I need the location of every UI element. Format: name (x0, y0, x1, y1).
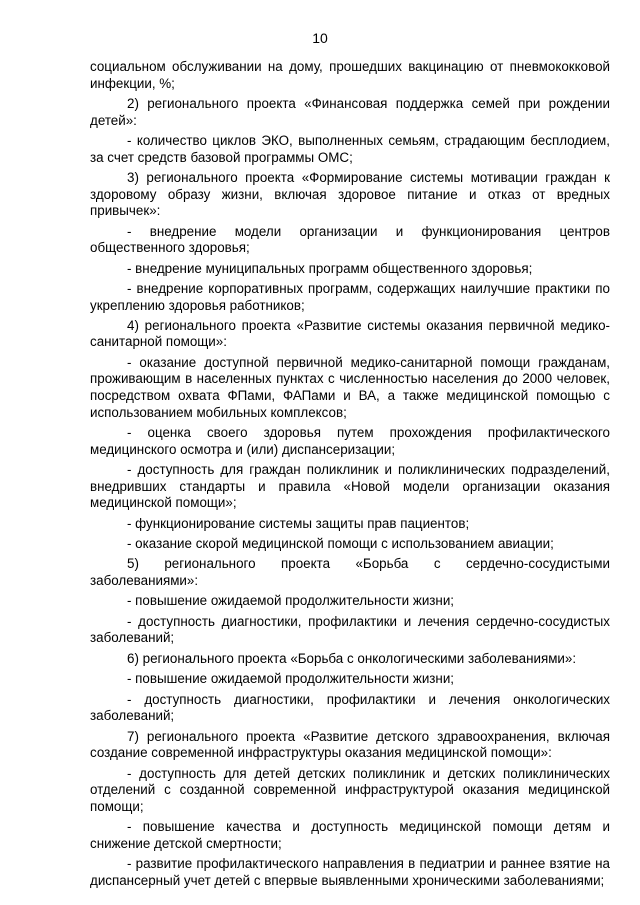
paragraph-project-3: 3) регионального проекта «Формирование системы мотивации граждан к здоровому образу жизни, включая здоровое питание и отказ от вредных привычек»: (90, 169, 610, 219)
paragraph-continuation: социальном обслуживании на дому, прошедших вакцинацию от пневмококковой инфекции, %; (90, 59, 610, 91)
list-item: - доступность диагностики, профилактики и лечения онкологических заболеваний; (90, 691, 610, 724)
list-item: - развитие профилактического направления в педиатрии и раннее взятие на диспансерный учет детей с впервые выявленными хроническими заболеваниями; (90, 856, 610, 888)
paragraph-project-2: 2) регионального проекта «Финансовая поддержка семей при рождении детей»: (90, 95, 610, 128)
paragraph-project-6: 6) регионального проекта «Борьба с онкологическими заболеваниями»: (127, 650, 577, 666)
paragraph-project-5: 5) регионального проекта «Борьба с сердечно-сосудистыми заболеваниями»: (90, 556, 610, 588)
list-item: - повышение ожидаемой продолжительности жизни; (127, 671, 455, 687)
list-item: - оказание доступной первичной медико-санитарной помощи гражданам, проживающим в населенных пунктах с численностью населения до 2000 человек, посредством охвата ФПами, ФАПами и ВА, а также медицинской помощью с использованием мобильных комплексов; (90, 354, 610, 420)
document-body (90, 59, 610, 893)
list-item: - доступность диагностики, профилактики и лечения сердечно-сосудистых заболеваний; (90, 613, 610, 646)
list-item: - оказание скорой медицинской помощи с использованием авиации; (127, 536, 554, 551)
list-item: - внедрение муниципальных программ общественного здоровья; (127, 260, 533, 276)
paragraph-project-4: 4) регионального проекта «Развитие системы оказания первичной медико-санитарной помощи»: (90, 317, 610, 350)
paragraph-project-7: 7) регионального проекта «Развитие детского здравоохранения, включая создание современной инфраструктуры оказания медицинской помощи»: (90, 728, 610, 761)
list-item: - оценка своего здоровья путем прохождения профилактического медицинского осмотра и (или) диспансеризации; (90, 425, 610, 457)
list-item: - повышение качества и доступность медицинской помощи детям и снижение детской смертности; (90, 819, 610, 851)
list-item: - повышение ожидаемой продолжительности жизни; (127, 593, 455, 609)
list-item: - доступность для граждан поликлиник и поликлинических подразделений, внедривших стандарты и правила «Новой модели организации оказания медицинской помощи»; (90, 462, 610, 511)
list-item: - внедрение модели организации и функционирования центров общественного здоровья; (90, 223, 610, 256)
list-item: - количество циклов ЭКО, выполненных семьям, страдающим бесплодием, за счет средств базовой программы ОМС; (90, 132, 610, 165)
list-item: - функционирование системы защиты прав пациентов; (127, 515, 470, 531)
page-number: 10 (312, 30, 328, 46)
list-item: - внедрение корпоративных программ, содержащих наилучшие практики по укреплению здоровья работников; (90, 280, 610, 313)
list-item: - доступность для детей детских поликлиник и детских поликлинических отделений с созданной современной инфраструктурой оказания медицинской помощи; (90, 765, 610, 814)
